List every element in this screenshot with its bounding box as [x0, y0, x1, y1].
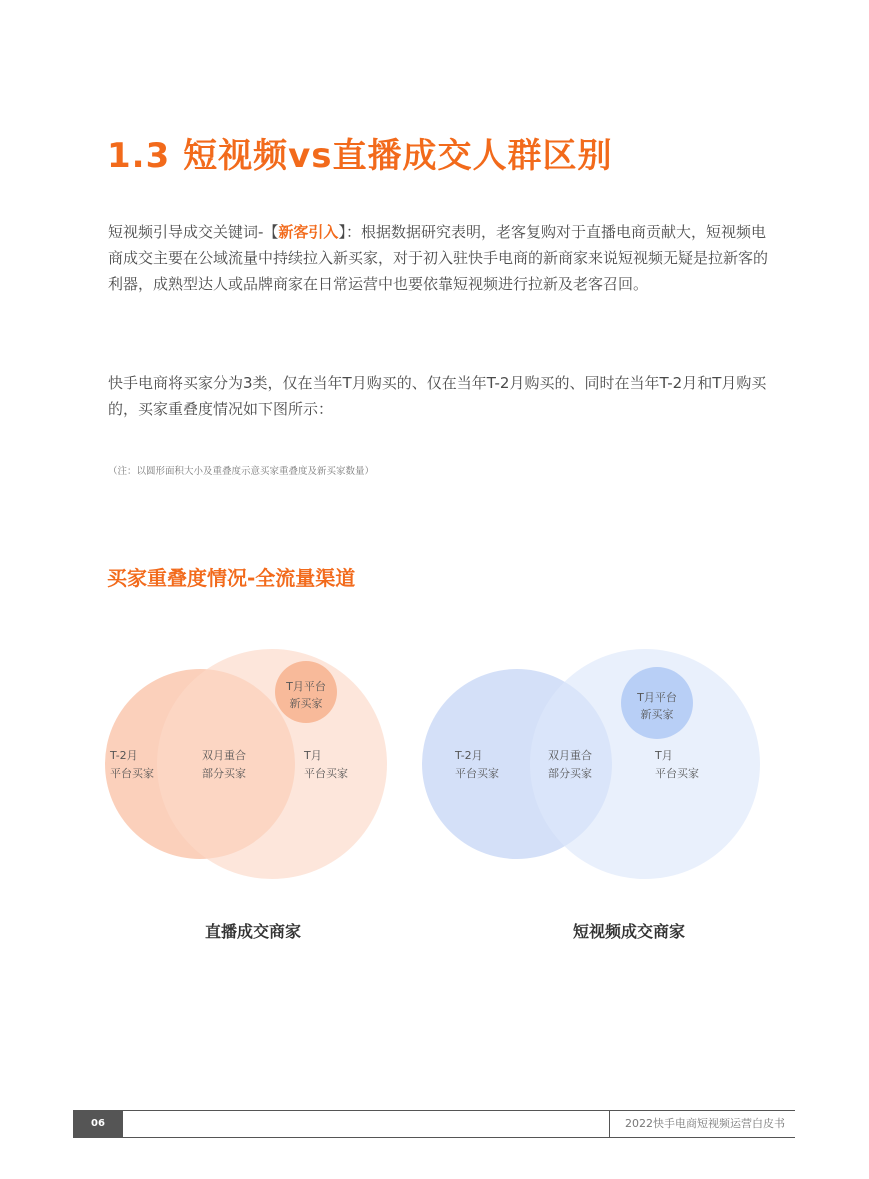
buyer-types-paragraph: 快手电商将买家分为3类，仅在当年T月购买的、仅在当年T-2月购买的、同时在当年T-2月和T月购买的，买家重叠度情况如下图所示： — [108, 374, 767, 418]
video-new-label-2: 新买家 — [640, 708, 674, 721]
video-t-label-1: T月 — [655, 749, 673, 762]
intro-keyword: 新客引入 — [278, 223, 339, 241]
page-footer — [73, 1110, 795, 1138]
intro-body: 】：根据数据研究表明，老客复购对于直播电商贡献大，短视频电商成交主要在公域流量中持续拉入新买家，对于初入驻快手电商的新商家来说短视频无疑是拉新客的利器，成熟型达人或品牌商家在日常运营中也要依靠短视频进行拉新及老客召回。 — [108, 223, 769, 293]
live-merchant-caption: 直播成交商家 — [205, 922, 302, 941]
chart-note: （注：以圆形面积大小及重叠度示意买家重叠度及新买家数量） — [108, 466, 375, 477]
video-overlap-label-2: 部分买家 — [548, 767, 592, 780]
page-number: 06 — [73, 1111, 123, 1137]
venn-video — [422, 649, 760, 879]
live-t-circle — [157, 649, 387, 879]
video-t2-label-1: T-2月 — [455, 749, 483, 762]
live-new-label-2: 新买家 — [289, 697, 323, 710]
live-t-label-1: T月 — [304, 749, 322, 762]
video-merchant-caption: 短视频成交商家 — [573, 922, 686, 941]
video-new-label-1: T月平台 — [637, 691, 677, 704]
footer-divider — [609, 1111, 610, 1137]
live-t2-label-1: T-2月 — [110, 749, 138, 762]
live-overlap-label-1: 双月重合 — [202, 749, 246, 762]
live-t2-label-2: 平台买家 — [110, 767, 154, 780]
live-overlap-label-2: 部分买家 — [202, 767, 246, 780]
footer-doc-title: 2022快手电商短视频运营白皮书 — [625, 1117, 785, 1130]
section-title: 买家重叠度情况-全流量渠道 — [107, 566, 356, 590]
video-overlap-label-1: 双月重合 — [548, 749, 592, 762]
live-new-label-1: T月平台 — [286, 680, 326, 693]
page-title: 1.3 短视频vs直播成交人群区别 — [107, 136, 613, 176]
venn-live — [105, 649, 387, 879]
intro-prefix: 短视频引导成交关键词-【 — [108, 223, 279, 241]
video-t2-label-2: 平台买家 — [455, 767, 499, 780]
video-t-label-2: 平台买家 — [655, 767, 699, 780]
live-t-label-2: 平台买家 — [304, 767, 348, 780]
